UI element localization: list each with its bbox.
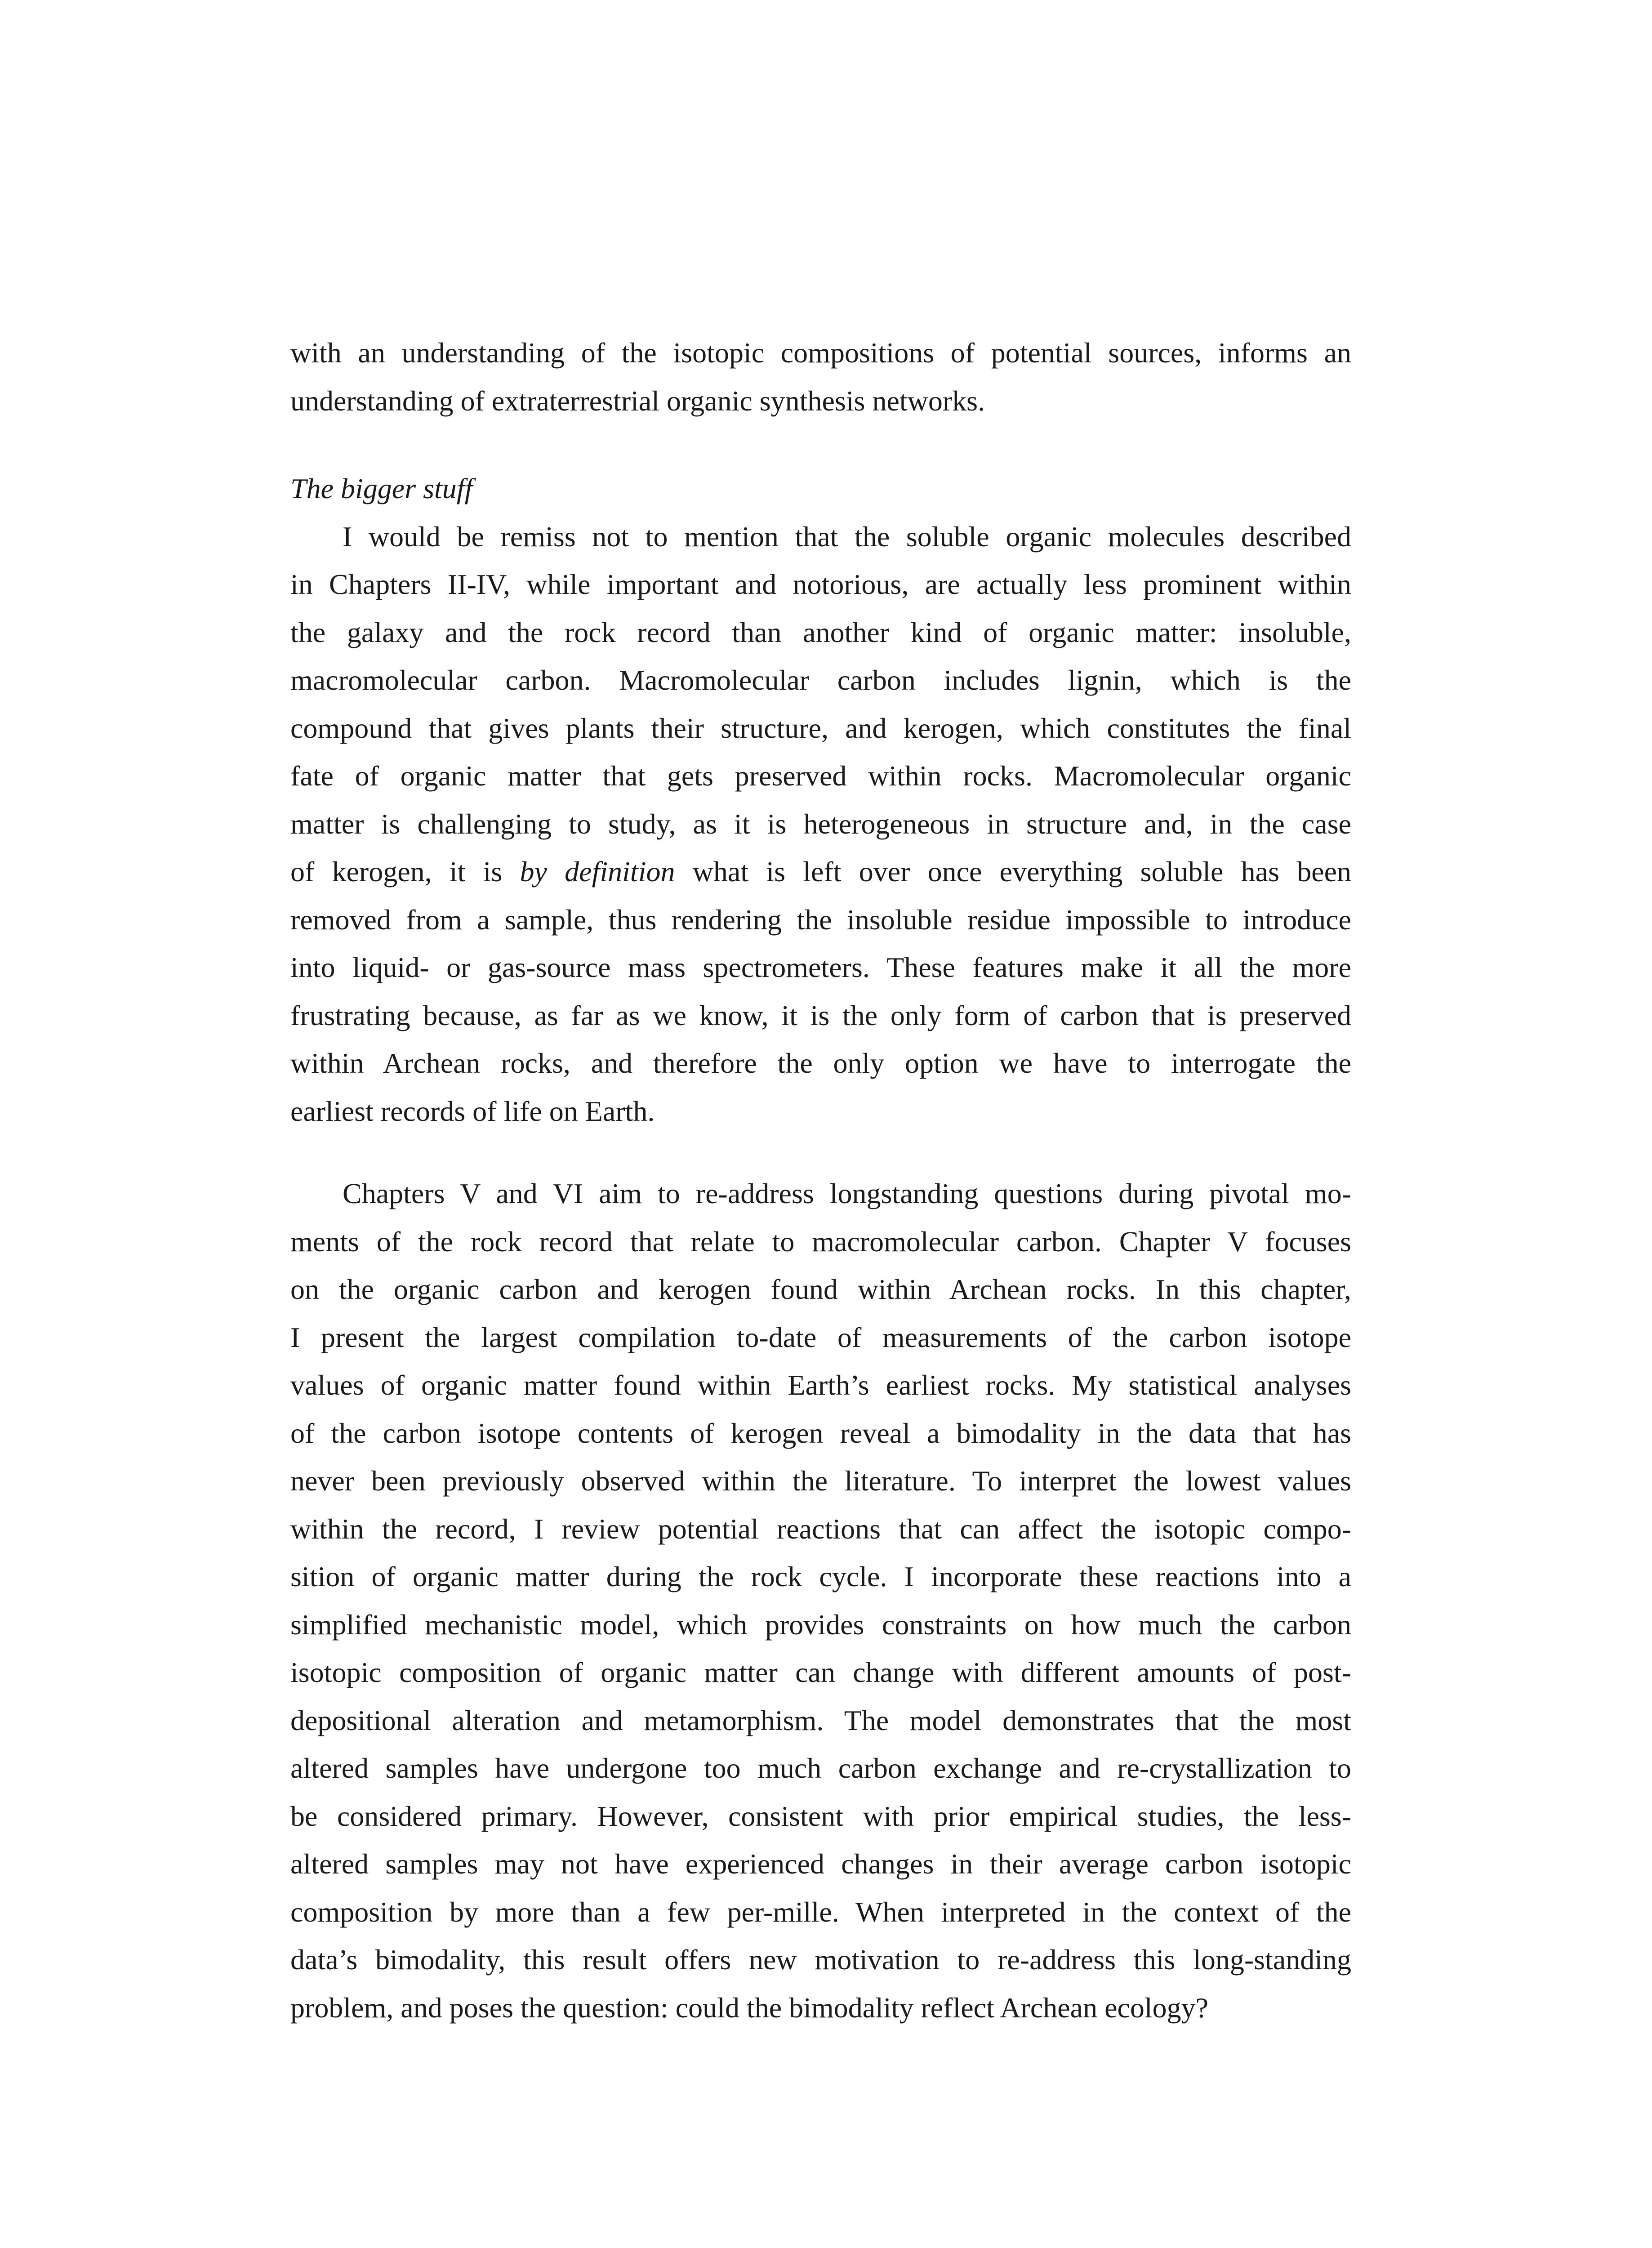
text-fragment: of kerogen, it is [290,856,520,888]
text-line: I would be remiss not to mention that the soluble organic molecules described [343,520,1351,553]
text-line: be considered primary. However, consistent with prior empirical studies, the less- [290,1800,1351,1832]
text-line: fate of organic matter that gets preserved within rocks. Macromolecular organic [290,760,1351,792]
section-the-bigger-stuff [290,465,1351,1135]
text-line: Chapters V and VI aim to re-address longstanding questions during pivotal mo- [343,1178,1351,1209]
text-line: matter is challenging to study, as it is heterogeneous in structure and, in the case [290,807,1351,840]
text-line: sition of organic matter during the rock cycle. I incorporate these reactions into a [290,1561,1351,1592]
text-line: data’s bimodality, this result offers new motivation to re-address this long-standing [290,1944,1351,1976]
text-line-with-emphasis [290,848,1351,896]
text-line: problem, and poses the question: could the bimodality reflect Archean ecology? [290,1991,1209,2024]
text-line: understanding of extraterrestrial organic synthesis networks. [290,384,985,417]
emphasis-text: by definition [520,856,675,888]
text-line: depositional alteration and metamorphism. The model demonstrates that the most [290,1704,1351,1736]
text-line: I present the largest compilation to-date of measurements of the carbon isotope [290,1321,1351,1353]
text-fragment: what is left over once everything soluble has been [675,856,1352,888]
section-heading: The bigger stuff [290,473,473,504]
text-line: the galaxy and the rock record than another kind of organic matter: insoluble, [290,616,1351,648]
text-line: in Chapters II-IV, while important and notorious, are actually less prominent within [290,568,1351,600]
text-line: compound that gives plants their structure, and kerogen, which constitutes the final [290,712,1351,744]
text-line: simplified mechanistic model, which provides constraints on how much the carbon [290,1608,1351,1641]
text-line: frustrating because, as far as we know, it is the only form of carbon that is preserved [290,999,1351,1031]
text-line: composition by more than a few per-mille. When interpreted in the context of the [290,1896,1351,1928]
text-line: ments of the rock record that relate to macromolecular carbon. Chapter V focuses [290,1225,1351,1258]
text-line: altered samples may not have experienced changes in their average carbon isotopic [290,1848,1351,1880]
text-line: within the record, I review potential reactions that can affect the isotopic compo- [290,1512,1351,1545]
text-line: macromolecular carbon. Macromolecular carbon includes lignin, which is the [290,664,1351,696]
text-line: never been previously observed within the literature. To interpret the lowest values [290,1465,1351,1497]
text-line: into liquid- or gas-source mass spectrometers. These features make it all the more [290,951,1351,983]
text-line: removed from a sample, thus rendering the insoluble residue impossible to introduce [290,903,1351,936]
text-line: of the carbon isotope contents of kerogen reveal a bimodality in the data that has [290,1417,1351,1449]
continuation-paragraph [290,329,1351,425]
text-line: within Archean rocks, and therefore the only option we have to interrogate the [290,1047,1351,1079]
text-line: values of organic matter found within Earth’s earliest rocks. My statistical analyses [290,1369,1351,1401]
text-line: altered samples have undergone too much carbon exchange and re-crystallization to [290,1752,1351,1784]
paragraph-chapters-v-vi [290,1170,1351,2032]
text-line: isotopic composition of organic matter can change with different amounts of post- [290,1656,1351,1688]
text-line: earliest records of life on Earth. [290,1095,655,1127]
text-line: with an understanding of the isotopic compositions of potential sources, informs an [290,337,1351,369]
text-line: on the organic carbon and kerogen found within Archean rocks. In this chapter, [290,1273,1351,1305]
